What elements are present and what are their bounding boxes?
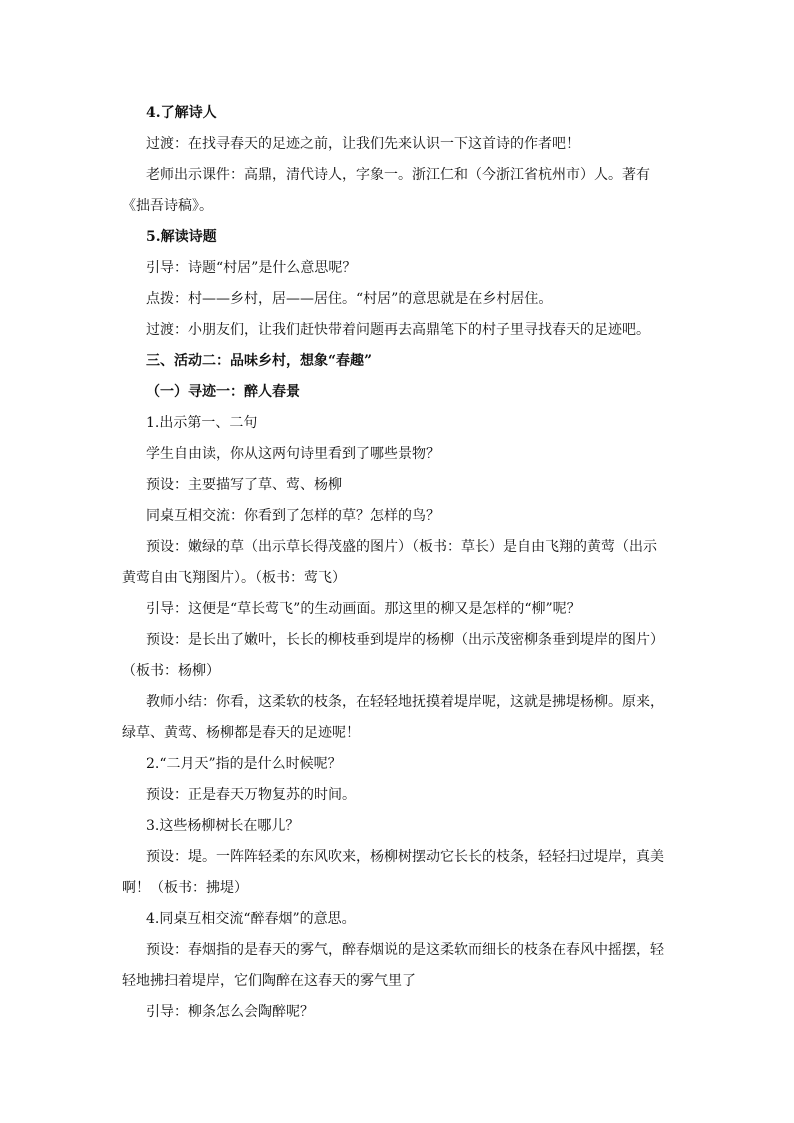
paragraph-title-explanation: 点拨：村——乡村，居——居住。“村居”的意思就是在乡村居住。 — [146, 291, 553, 307]
activity-heading: 三、活动二：品味乡村，想象“春趣” — [146, 353, 373, 369]
step-two-heading: 2.“二月天”指的是什么时候呢？ — [146, 756, 342, 772]
paragraph-poet-intro: 老师出示课件：高鼎，清代诗人，字象一。浙江仁和（今浙江省杭州市）人。著有《拙吾诗稿》。 — [122, 167, 650, 214]
paragraph-scenery-answer: 预设：主要描写了草、莺、杨柳 — [146, 477, 342, 493]
paragraph-spring-time-answer: 预设：正是春天万物复苏的时间。 — [146, 787, 356, 803]
paragraph-willow-answer: 预设：是长出了嫩叶，长长的柳枝垂到堤岸的杨柳（出示茂密柳条垂到堤岸的图片）（板书：杨柳） — [122, 632, 664, 679]
paragraph-deskmate-exchange: 同桌互相交流：你看到了怎样的草？怎样的鸟？ — [146, 508, 440, 524]
section-heading-poem-title: 5.解读诗题 — [146, 229, 217, 245]
step-three-heading: 3.这些杨柳树长在哪儿？ — [146, 818, 300, 834]
paragraph-grass-oriole-answer: 预设：嫩绿的草（出示草长得茂盛的图片）（板书：草长）是自由飞翔的黄莺（出示黄莺自由飞翔图片）。（板书：莺飞） — [122, 539, 657, 586]
paragraph-spring-mist-answer: 预设：春烟指的是春天的雾气，醉春烟说的是这柔软而细长的枝条在春风中摇摆，轻轻地拂扫着堤岸，它们陶醉在这春天的雾气里了 — [122, 942, 664, 989]
paragraph-embankment-answer: 预设：堤。一阵阵轻柔的东风吹来，杨柳树摆动它长长的枝条，轻轻扫过堤岸，真美啊！（板书：拂堤） — [122, 849, 664, 896]
section-heading-learn-poet: 4.了解诗人 — [146, 105, 217, 121]
paragraph-transition-author: 过渡：在找寻春天的足迹之前，让我们先来认识一下这首诗的作者吧！ — [146, 136, 580, 152]
paragraph-student-reading: 学生自由读，你从这两句诗里看到了哪些景物？ — [146, 446, 440, 462]
paragraph-teacher-summary: 教师小结：你看，这柔软的枝条，在轻轻地抚摸着堤岸呢，这就是拂堤杨柳。原来，绿草、黄莺、杨柳都是春天的足迹呢！ — [122, 694, 664, 741]
paragraph-willow-question: 引导：这便是“草长莺飞”的生动画面。那这里的柳又是怎样的“柳”呢？ — [146, 601, 581, 617]
step-four-heading: 4.同桌互相交流“醉春烟”的意思。 — [146, 911, 356, 927]
paragraph-transition-village: 过渡：小朋友们，让我们赶快带着问题再去高鼎笔下的村子里寻找春天的足迹吧。 — [146, 322, 650, 338]
step-one-heading: 1.出示第一、二句 — [146, 415, 258, 431]
lesson-plan-text — [122, 98, 668, 1028]
subsection-heading-spring-scene: （一）寻迹一：醉人春景 — [146, 384, 300, 400]
paragraph-final-question: 引导：柳条怎么会陶醉呢？ — [146, 1004, 314, 1020]
paragraph-title-question: 引导：诗题“村居”是什么意思呢？ — [146, 260, 357, 276]
